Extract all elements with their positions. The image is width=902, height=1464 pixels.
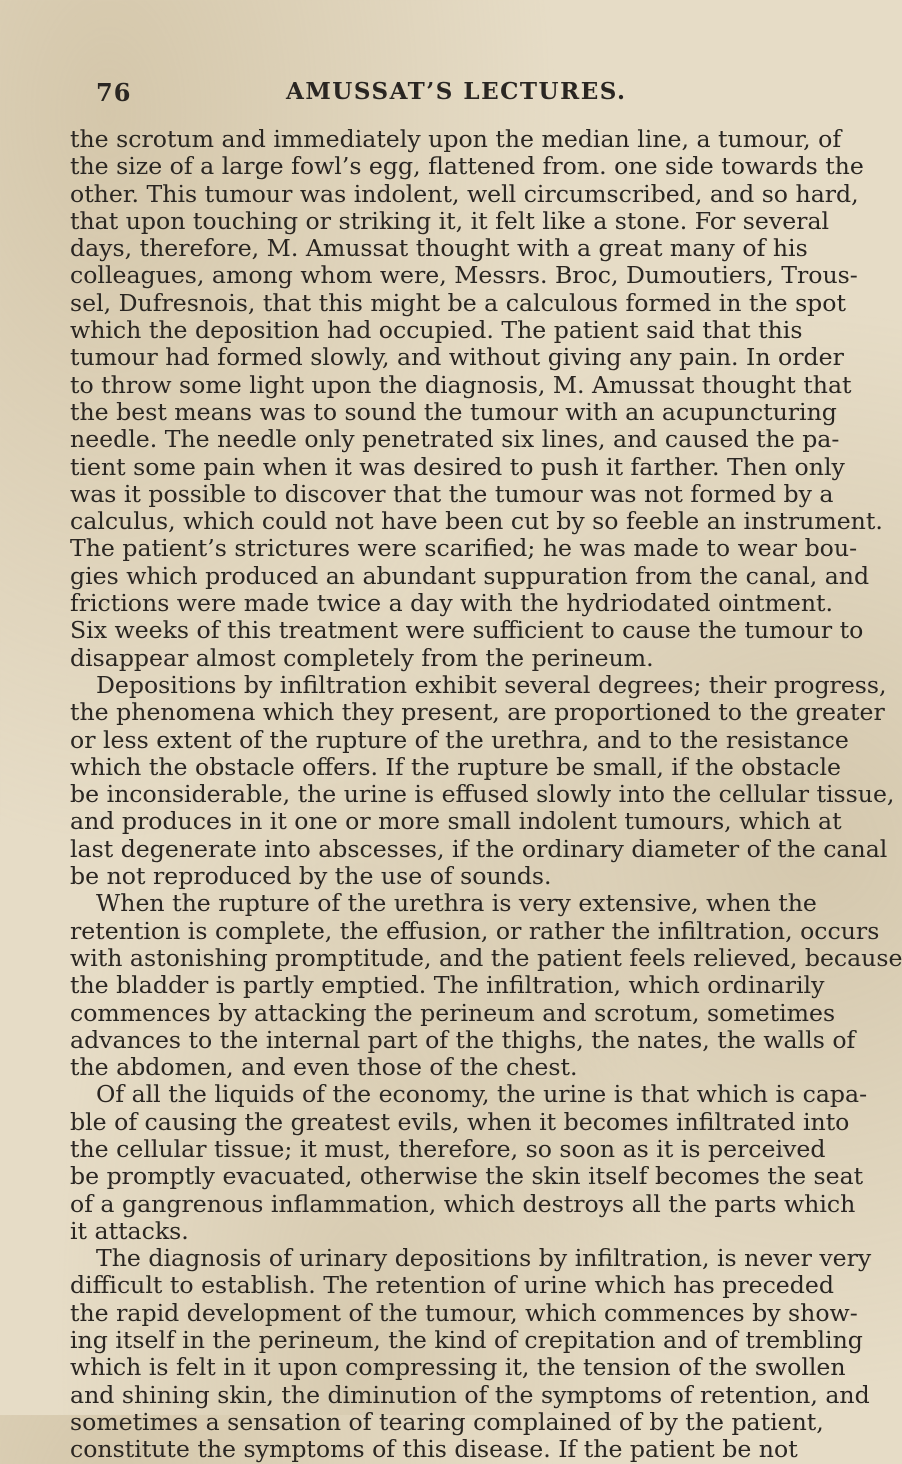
text-line: When the rupture of the urethra is very extensive, when the (96, 889, 817, 918)
text-line: colleagues, among whom were, Messrs. Broc, Dumoutiers, Trous- (70, 261, 858, 290)
text-line: be not reproduced by the use of sounds. (70, 862, 552, 891)
text-line: other. This tumour was indolent, well circumscribed, and so hard, (70, 179, 859, 208)
paragraph (70, 670, 895, 891)
text-line: gies which produced an abundant suppuration from the canal, and (70, 561, 870, 590)
text-line: with astonishing promptitude, and the patient feels relieved, because (70, 943, 902, 972)
text-line: disappear almost completely from the perineum. (70, 643, 654, 672)
page-number: 76 (96, 78, 132, 107)
text-line: the rapid development of the tumour, which commences by show- (70, 1298, 858, 1327)
text-line: the cellular tissue; it must, therefore, so soon as it is perceived (70, 1134, 826, 1163)
paragraph (70, 125, 883, 672)
text-line: difficult to establish. The retention of urine which has preceded (70, 1271, 834, 1300)
text-line: Six weeks of this treatment were sufficient to cause the tumour to (70, 616, 864, 645)
text-line: was it possible to discover that the tumour was not formed by a (70, 479, 834, 508)
running-head: AMUSSAT’S LECTURES. (286, 78, 627, 105)
text-line: it attacks. (70, 1216, 189, 1245)
text-line: The patient’s strictures were scarified; he was made to wear bou- (70, 534, 858, 563)
paragraph (70, 889, 902, 1082)
text-line: last degenerate into abscesses, if the ordinary diameter of the canal (70, 834, 888, 863)
text-line: or less extent of the rupture of the urethra, and to the resistance (70, 725, 849, 754)
text-line: days, therefore, M. Amussat thought with a great many of his (70, 234, 808, 263)
text-line: Depositions by infiltration exhibit several degrees; their progress, (96, 670, 887, 699)
page-header (96, 78, 756, 112)
text-line: the phenomena which they present, are proportioned to the greater (70, 698, 885, 727)
text-line: sel, Dufresnois, that this might be a calculous formed in the spot (70, 288, 846, 317)
text-line: which the deposition had occupied. The patient said that this (70, 316, 803, 345)
paragraph (70, 1244, 872, 1464)
text-line: and produces in it one or more small indolent tumours, which at (70, 807, 842, 836)
paragraph (70, 1080, 868, 1245)
text-line: constitute the symptoms of this disease. If the patient be not (70, 1435, 798, 1464)
text-line: to throw some light upon the diagnosis, M. Amussat thought that (70, 370, 852, 399)
text-line: which the obstacle offers. If the rupture be small, if the obstacle (70, 752, 841, 781)
text-line: Of all the liquids of the economy, the urine is that which is capa- (96, 1080, 868, 1109)
text-line: the bladder is partly emptied. The infiltration, which ordinarily (70, 971, 825, 1000)
text-line: that upon touching or striking it, it felt like a stone. For several (70, 206, 830, 235)
text-line: the best means was to sound the tumour with an acupuncturing (70, 397, 837, 426)
text-line: the abdomen, and even those of the chest. (70, 1053, 578, 1082)
text-line: tumour had formed slowly, and without giving any pain. In order (70, 343, 844, 372)
text-line: ble of causing the greatest evils, when it becomes infiltrated into (70, 1107, 850, 1136)
text-line: advances to the internal part of the thighs, the nates, the walls of (70, 1025, 856, 1054)
text-line: calculus, which could not have been cut by so feeble an instrument. (70, 507, 883, 536)
text-line: ing itself in the perineum, the kind of crepitation and of trembling (70, 1326, 863, 1355)
text-line: be promptly evacuated, otherwise the skin itself becomes the seat (70, 1162, 864, 1191)
text-line: retention is complete, the effusion, or rather the infiltration, occurs (70, 916, 880, 945)
text-line: which is felt in it upon compressing it, the tension of the swollen (70, 1353, 846, 1382)
text-line: The diagnosis of urinary depositions by infiltration, is never very (96, 1244, 872, 1273)
text-line: commences by attacking the perineum and scrotum, sometimes (70, 998, 836, 1027)
body-text (70, 125, 902, 1464)
text-line: needle. The needle only penetrated six lines, and caused the pa- (70, 425, 840, 454)
text-line: sometimes a sensation of tearing complained of by the patient, (70, 1407, 824, 1436)
text-line: frictions were made twice a day with the hydriodated ointment. (70, 589, 834, 618)
text-line: be inconsiderable, the urine is effused slowly into the cellular tissue, (70, 780, 895, 809)
text-line: of a gangrenous inflammation, which destroys all the parts which (70, 1189, 856, 1218)
text-line: tient some pain when it was desired to push it farther. Then only (70, 452, 845, 481)
text-line: and shining skin, the diminution of the symptoms of retention, and (70, 1380, 870, 1409)
text-line: the scrotum and immediately upon the median line, a tumour, of (70, 125, 842, 153)
text-line: the size of a large fowl’s egg, flattened from. one side towards the (70, 152, 864, 181)
